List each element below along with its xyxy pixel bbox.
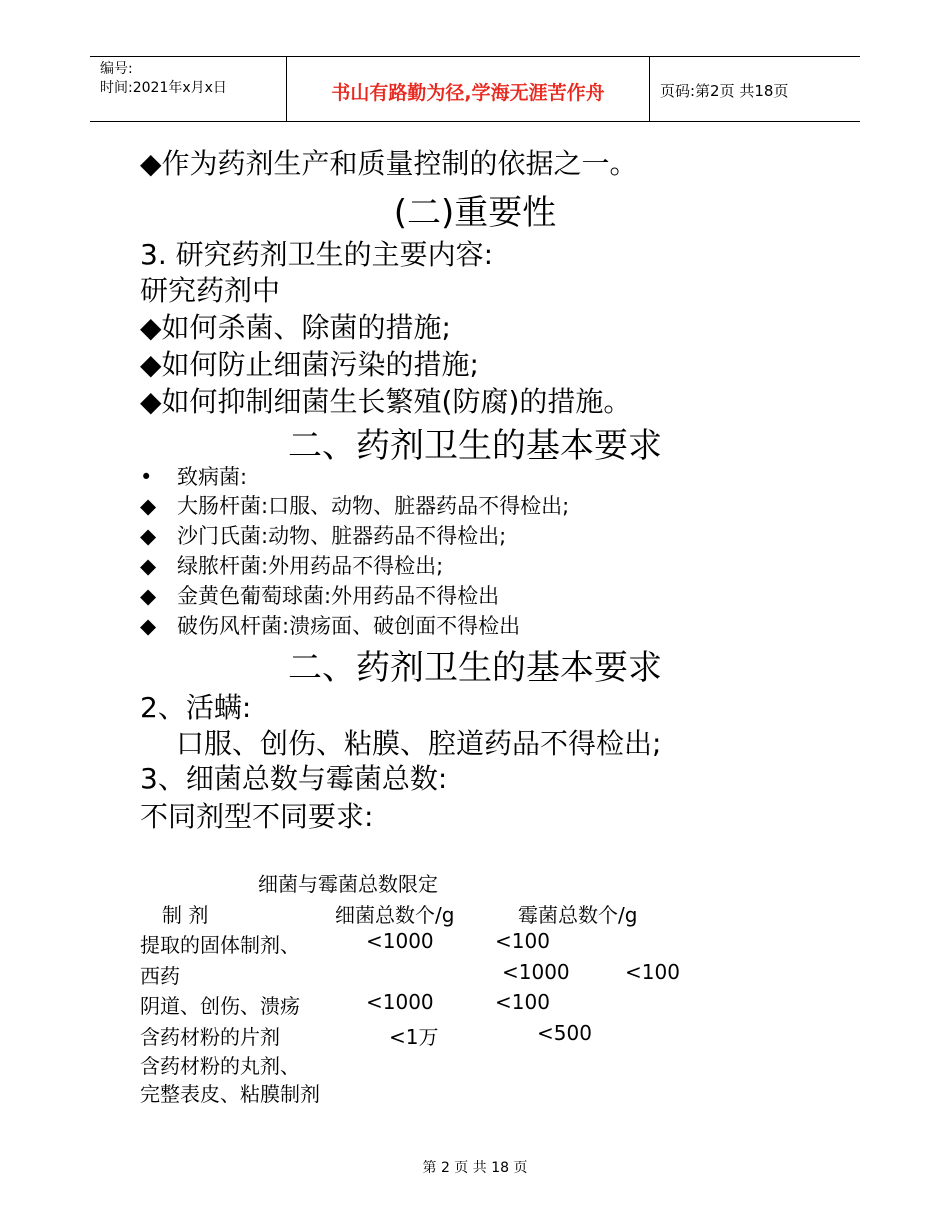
header-top-rule (90, 56, 860, 57)
table-header-form: 制 剂 (162, 903, 209, 927)
bullet-line-prevent: ◆如何防止细菌污染的措施; (140, 348, 479, 381)
pathogen-item: ◆ 破伤风杆菌:溃疡面、破创面不得检出 (140, 614, 521, 638)
diamond-bullet-icon: ◆ (140, 311, 162, 344)
header-divider-right (649, 56, 650, 122)
table-cell: 西药 (140, 964, 180, 988)
bullet-line-sterilize: ◆如何杀菌、除菌的措施; (140, 311, 451, 344)
pathogen-item: ◆ 绿脓杆菌:外用药品不得检出; (140, 554, 444, 578)
diamond-bullet-icon: ◆ (140, 584, 157, 608)
bullet-line-1: ◆作为药剂生产和质量控制的依据之一。 (140, 147, 638, 180)
pathogen-item: ◆ 沙门氏菌:动物、脏器药品不得检出; (140, 524, 507, 548)
diamond-bullet-icon: ◆ (140, 147, 162, 180)
line-mites: 2、活螨: (140, 691, 252, 724)
table-cell: <100 (495, 990, 550, 1014)
table-header-mold: 霉菌总数个/g (518, 903, 638, 927)
heading-basic-requirements-1: 二、药剂卫生的基本要求 (288, 426, 662, 466)
diamond-bullet-icon: ◆ (140, 494, 157, 518)
diamond-bullet-icon: ◆ (140, 524, 157, 548)
table-cell: <1000 (502, 960, 570, 984)
table-cell: 含药材粉的丸剂、 (140, 1054, 300, 1078)
line-different-forms: 不同剂型不同要求: (140, 800, 374, 833)
header-motto: 书山有路勤为径,学海无涯苦作舟 (331, 82, 605, 104)
diamond-bullet-icon: ◆ (140, 554, 157, 578)
bullet-line-inhibit: ◆如何抑制细菌生长繁殖(防腐)的措施。 (140, 385, 632, 418)
diamond-bullet-icon: ◆ (140, 385, 162, 418)
footer-page-number: 第 2 页 共 18 页 (422, 1160, 528, 1176)
line-mites-detail: 口服、创伤、粘膜、腔道药品不得检出; (176, 727, 662, 760)
header-meta (100, 60, 227, 98)
pathogen-intro: • 致病菌: (140, 465, 248, 489)
table-title: 细菌与霉菌总数限定 (258, 872, 438, 896)
table-cell: 提取的固体制剂、 (140, 933, 300, 957)
table-cell: 完整表皮、粘膜制剂 (140, 1082, 320, 1106)
header-time-label: 时间:2021年x月x日 (100, 80, 227, 96)
table-cell: <1万 (389, 1025, 439, 1049)
diamond-bullet-icon: ◆ (140, 614, 157, 638)
pathogen-item: ◆ 金黄色葡萄球菌:外用药品不得检出 (140, 584, 500, 608)
table-cell: 含药材粉的片剂 (140, 1025, 280, 1049)
line-research-content: 3. 研究药剂卫生的主要内容: (140, 238, 494, 271)
heading-importance: (二)重要性 (393, 193, 557, 233)
header-number-label: 编号: (100, 61, 133, 77)
table-cell: <100 (625, 960, 680, 984)
table-cell: <500 (537, 1021, 592, 1045)
table-cell: <1000 (366, 990, 434, 1014)
table-header-bacteria: 细菌总数个/g (335, 903, 455, 927)
header-page-label: 页码:第2页 共18页 (660, 82, 789, 100)
line-bacteria-totals: 3、细菌总数与霉菌总数: (140, 762, 448, 795)
pathogen-item: ◆ 大肠杆菌:口服、动物、脏器药品不得检出; (140, 494, 570, 518)
table-cell: <100 (495, 929, 550, 953)
line-research-in: 研究药剂中 (140, 274, 281, 307)
dot-bullet-icon: • (140, 465, 153, 489)
header-bottom-rule (90, 121, 860, 122)
heading-basic-requirements-2: 二、药剂卫生的基本要求 (288, 648, 662, 688)
table-cell: <1000 (366, 929, 434, 953)
diamond-bullet-icon: ◆ (140, 348, 162, 381)
table-cell: 阴道、创伤、溃疡 (140, 994, 300, 1018)
